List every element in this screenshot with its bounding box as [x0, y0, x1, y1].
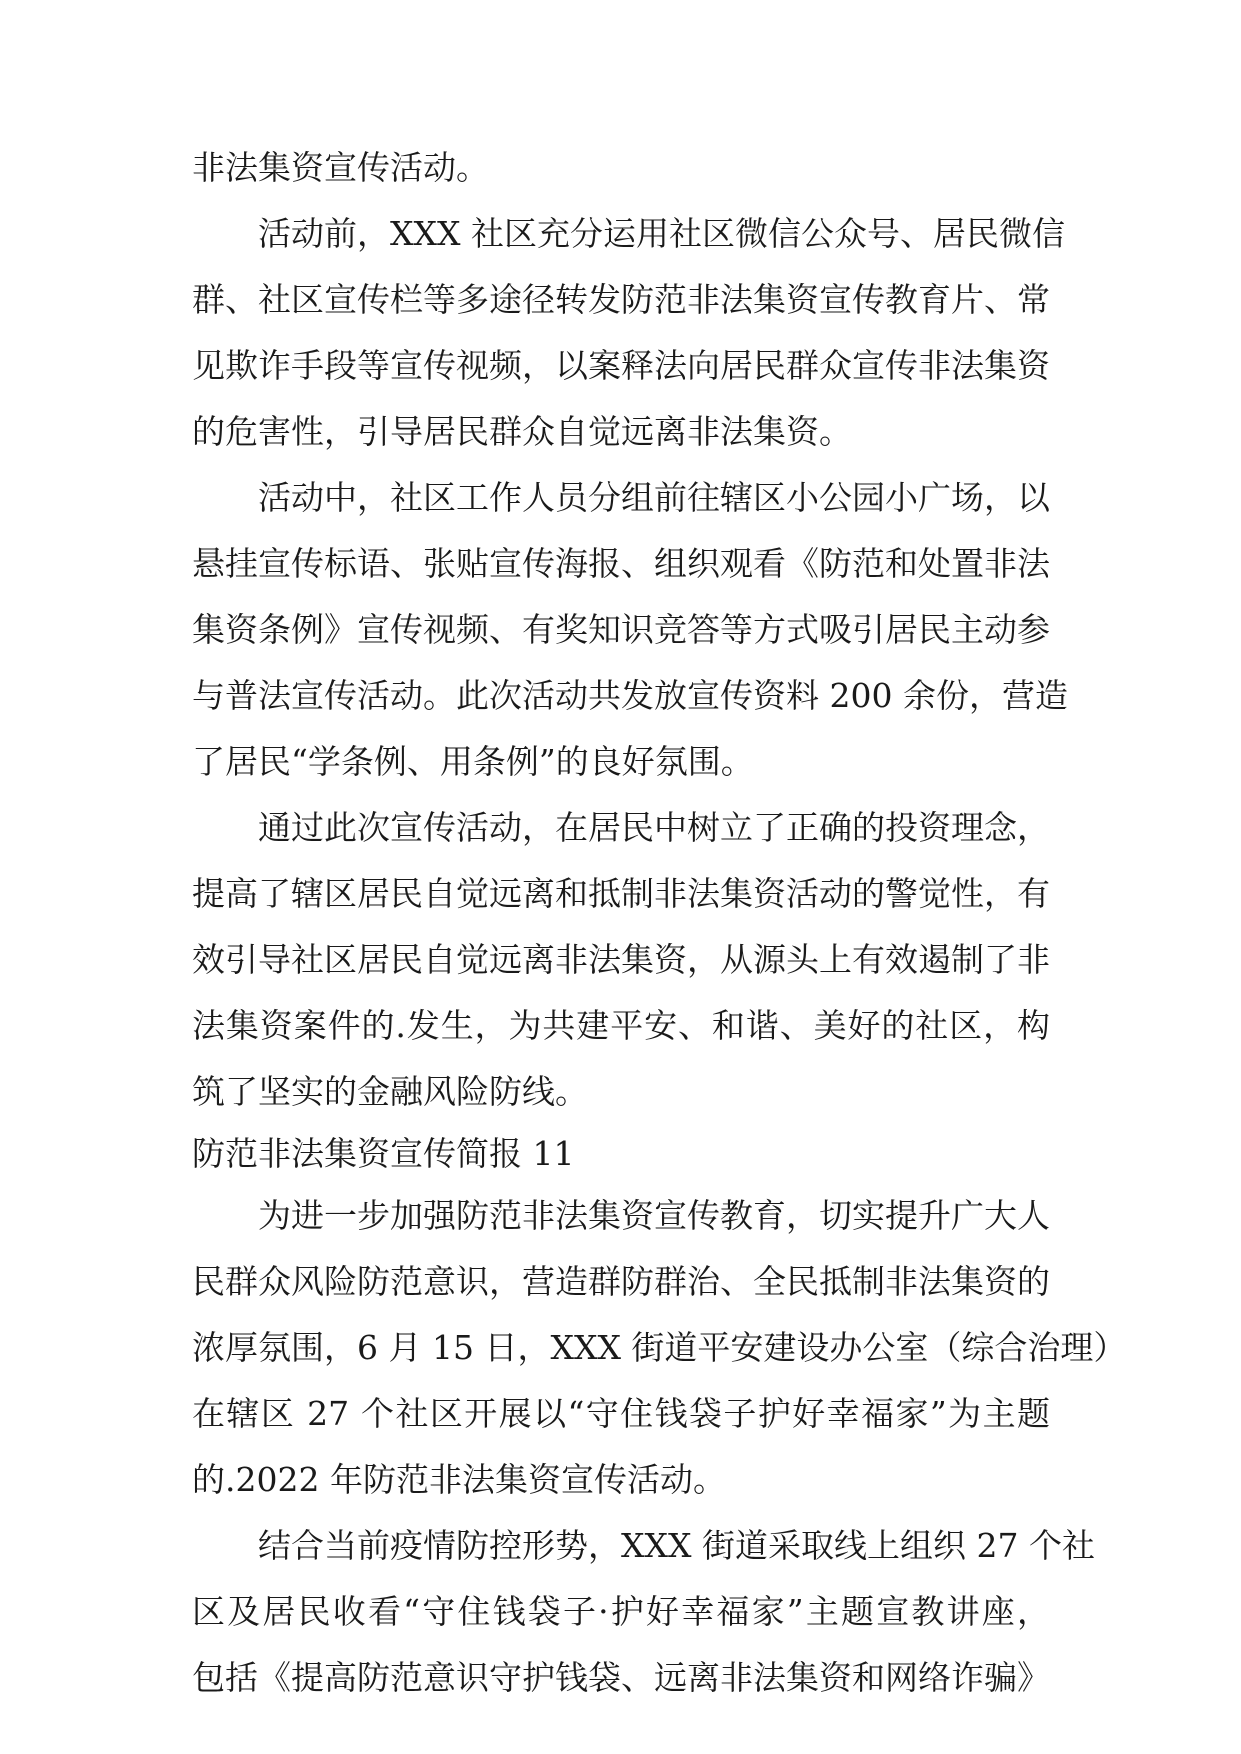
text-line — [0, 214, 1241, 280]
text-line — [0, 346, 1241, 412]
text-line — [0, 1460, 1241, 1526]
section-heading — [0, 1134, 1241, 1200]
text-line — [0, 940, 1241, 1006]
line-text: 包括《提高防范意识守护钱袋、远离非法集资和网络诈骗》 — [192, 1658, 1050, 1697]
line-text: 法集资案件的.发生，为共建平安、和谐、美好的社区，构 — [192, 1006, 1050, 1045]
text-line — [0, 808, 1241, 874]
text-line — [0, 742, 1241, 808]
line-text: 结合当前疫情防控形势，XXX 街道采取线上组织 27 个社 — [258, 1526, 1095, 1565]
text-line — [0, 1526, 1241, 1592]
line-text: 在辖区 27 个社区开展以“守住钱袋子护好幸福家”为主题 — [192, 1394, 1050, 1433]
text-line — [0, 1394, 1241, 1460]
text-line — [0, 478, 1241, 544]
line-text: 悬挂宣传标语、张贴宣传海报、组织观看《防范和处置非法 — [192, 544, 1050, 583]
line-text: 非法集资宣传活动。 — [192, 148, 489, 187]
text-line — [0, 874, 1241, 940]
text-line — [0, 412, 1241, 478]
text-line — [0, 610, 1241, 676]
line-text: 筑了坚实的金融风险防线。 — [192, 1072, 588, 1111]
line-text: 集资条例》宣传视频、有奖知识竞答等方式吸引居民主动参 — [192, 610, 1050, 649]
line-text: 活动中，社区工作人员分组前往辖区小公园小广场，以 — [258, 478, 1050, 517]
line-text: 为进一步加强防范非法集资宣传教育，切实提升广大人 — [258, 1196, 1050, 1235]
line-text: 的危害性，引导居民群众自觉远离非法集资。 — [192, 412, 852, 451]
line-text: 群、社区宣传栏等多途径转发防范非法集资宣传教育片、常 — [192, 280, 1050, 319]
text-line — [0, 1262, 1241, 1328]
text-line — [0, 544, 1241, 610]
heading-text: 防范非法集资宣传简报 11 — [192, 1134, 575, 1173]
text-line — [0, 148, 1241, 214]
line-text: 提高了辖区居民自觉远离和抵制非法集资活动的警觉性，有 — [192, 874, 1050, 913]
text-line — [0, 1592, 1241, 1658]
text-line — [0, 280, 1241, 346]
line-text: 效引导社区居民自觉远离非法集资，从源头上有效遏制了非 — [192, 940, 1050, 979]
text-line — [0, 1658, 1241, 1724]
line-text: 了居民“学条例、用条例”的良好氛围。 — [192, 742, 754, 781]
line-text: 通过此次宣传活动，在居民中树立了正确的投资理念， — [258, 808, 1050, 847]
text-line — [0, 1072, 1241, 1138]
line-text: 活动前，XXX 社区充分运用社区微信公众号、居民微信 — [258, 214, 1065, 253]
line-text: 见欺诈手段等宣传视频，以案释法向居民群众宣传非法集资 — [192, 346, 1050, 385]
line-text: 区及居民收看“守住钱袋子·护好幸福家”主题宣教讲座， — [192, 1592, 1050, 1631]
text-line — [0, 1006, 1241, 1072]
line-text: 的.2022 年防范非法集资宣传活动。 — [192, 1460, 726, 1499]
line-text: 与普法宣传活动。此次活动共发放宣传资料 200 余份，营造 — [192, 676, 1068, 715]
text-line — [0, 1328, 1241, 1394]
text-line — [0, 1196, 1241, 1262]
text-line — [0, 676, 1241, 742]
line-text: 民群众风险防范意识，营造群防群治、全民抵制非法集资的 — [192, 1262, 1050, 1301]
line-text: 浓厚氛围，6 月 15 日，XXX 街道平安建设办公室（综合治理） — [192, 1328, 1127, 1367]
